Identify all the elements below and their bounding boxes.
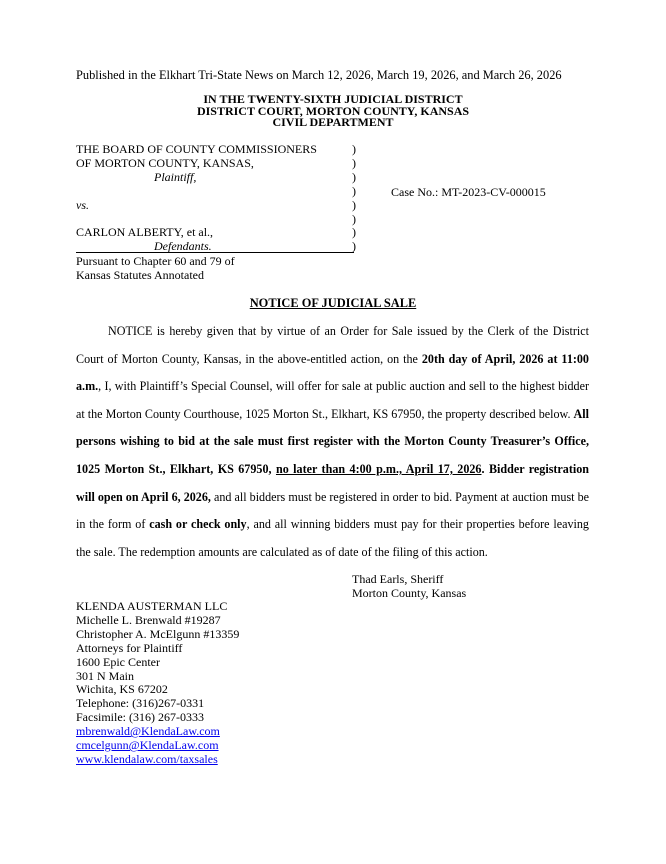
address-line-3: Wichita, KS 67202 — [76, 682, 168, 697]
address-line-2: 301 N Main — [76, 668, 134, 683]
firm-name: KLENDA AUSTERMAN LLC — [76, 599, 228, 613]
sheriff-county: Morton County, Kansas — [352, 586, 467, 601]
address-line-1: 1600 Epic Center — [76, 654, 160, 669]
statute-reference — [76, 255, 235, 283]
sale-date: 20th day of April, 2026 at 11:00 a.m. — [76, 351, 589, 394]
email-link-2[interactable]: cmcelgunn@KlendaLaw.com — [76, 738, 219, 753]
website-link[interactable]: www.klendalaw.com/taxsales — [76, 751, 218, 766]
defendant-role: Defendants. — [154, 239, 212, 254]
notice-text-3: and all bidders must be registered in order to bid. Payment at auction must be in the form of — [76, 489, 589, 532]
plaintiff-line-1: THE BOARD OF COUNTY COMMISSIONERS — [76, 142, 317, 156]
court-line-2: DISTRICT COURT, MORTON COUNTY, KANSAS — [196, 103, 470, 118]
court-line-1: IN THE TWENTY-SIXTH JUDICIAL DISTRICT — [203, 92, 463, 106]
attorney-1: Michelle L. Brenwald #19287 — [76, 612, 221, 627]
case-number: Case No.: MT-2023-CV-000015 — [391, 185, 546, 199]
statute-line-1: Pursuant to Chapter 60 and 79 of — [76, 254, 235, 268]
defendant-name: CARLON ALBERTY, et al., — [76, 225, 214, 240]
statute-line-2: Kansas Statutes Annotated — [76, 267, 204, 282]
caption-parentheses: ) ) ) ) ) ) ) ) — [352, 142, 356, 254]
attorney-role: Attorneys for Plaintiff — [76, 640, 183, 655]
sheriff-signature — [352, 572, 466, 601]
law-firm-block — [76, 600, 239, 767]
notice-text-2: , I, with Plaintiff’s Special Counsel, will offer for sale at public auction and sell to the highest bidder at the Morton County Courthouse, 1025 Morton St., Elkhart, KS 67950, the property described below. — [76, 379, 589, 421]
publication-line: Published in the Elkhart Tri-State News on March 12, 2026, March 19, 2026, and March 26, 2026 — [76, 68, 562, 82]
facsimile: Facsimile: (316) 267-0333 — [76, 710, 204, 725]
registration-open: . Bidder registration will open on April 6, 2026, — [76, 461, 590, 504]
court-line-3: CIVIL DEPARTMENT — [272, 115, 394, 129]
email-link-1[interactable]: mbrenwald@KlendaLaw.com — [76, 724, 220, 739]
notice-text-4: , and all winning bidders must pay for their properties before leaving the sale. The redemption amounts are calculated as of date of the filing of this action. — [76, 517, 589, 559]
notice-body — [76, 318, 589, 566]
case-caption — [76, 143, 366, 254]
caption-rule — [76, 252, 354, 253]
plaintiff-role: Plaintiff, — [154, 169, 197, 184]
notice-text-1: NOTICE is hereby given that by virtue of an Order for Sale issued by the Clerk of the District Court of Morton County, Kansas, in the above-entitled action, on the — [76, 324, 589, 366]
attorney-2: Christopher A. McElgunn #13359 — [76, 626, 240, 641]
versus-label: vs. — [76, 197, 89, 212]
plaintiff-line-2: OF MORTON COUNTY, KANSAS, — [76, 155, 254, 170]
payment-form: cash or check only — [149, 517, 247, 532]
registration-requirement: All persons wishing to bid at the sale must first register with the Morton County Treasurer’s Office, 1025 Morton St., Elkhart, KS 67950, — [76, 406, 589, 476]
registration-deadline: no later than 4:00 p.m., April 17, 2026 — [275, 461, 482, 476]
telephone: Telephone: (316)267-0331 — [76, 696, 205, 711]
court-heading — [0, 94, 666, 129]
notice-title: NOTICE OF JUDICIAL SALE — [249, 296, 417, 310]
sheriff-name: Thad Earls, Sheriff — [352, 572, 444, 586]
